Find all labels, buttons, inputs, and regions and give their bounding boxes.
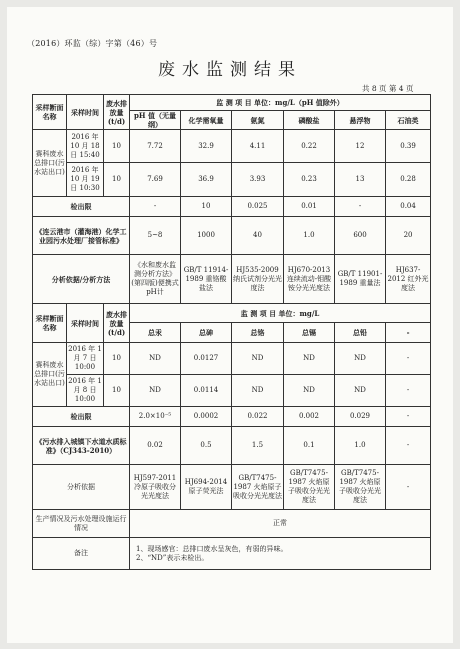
- value-cell: -: [386, 343, 431, 375]
- value-cell: 7.69: [130, 163, 181, 197]
- standard-cell: 0.5: [181, 427, 232, 465]
- standard-cell: 600: [335, 217, 386, 255]
- method-cell: GB/T7475-1987 火焰原子吸收分光光度法: [284, 465, 335, 510]
- value-cell: 13: [335, 163, 386, 197]
- standard-label: 《污水排入城镇下水道水质标准》（CJ343-2010）: [33, 427, 130, 465]
- param-cod: 化学需氧量: [181, 111, 232, 130]
- value-cell: ND: [130, 375, 181, 407]
- value-cell: 12: [335, 130, 386, 163]
- limit-cell: -: [386, 407, 431, 427]
- site-name: 赛科废水总排口(污水站出口): [33, 343, 67, 407]
- standard-cell: 1.0: [335, 427, 386, 465]
- value-cell: 4.11: [232, 130, 284, 163]
- value-cell: 36.9: [181, 163, 232, 197]
- discharge-value: 10: [104, 130, 130, 163]
- standard-cell: 0.02: [130, 427, 181, 465]
- method-label: 分析依据/分析方法: [33, 255, 130, 304]
- param-arsenic: 总砷: [181, 323, 232, 343]
- sample-time: 2016 年 1 月 7 日 10:00: [67, 343, 104, 375]
- value-cell: 0.0114: [181, 375, 232, 407]
- page-counter: 共 8 页 第 4 页: [362, 84, 414, 93]
- header-discharge: 废水排放量(t/d): [104, 95, 130, 130]
- param-phosphate: 磷酸盐: [284, 111, 335, 130]
- limit-cell: 0.002: [284, 407, 335, 427]
- limit-cell: 0.025: [232, 197, 284, 217]
- standard-label: 《连云港市（灌海港）化学工业园污水处理厂接管标准》: [33, 217, 130, 255]
- discharge-value: 10: [104, 375, 130, 407]
- standard-cell: 40: [232, 217, 284, 255]
- limit-cell: 0.022: [232, 407, 284, 427]
- standard-cell: 20: [386, 217, 431, 255]
- limit-cell: 10: [181, 197, 232, 217]
- method-cell: HJ637-2012 红外光度法: [386, 255, 431, 304]
- production-value: 正常: [130, 510, 431, 538]
- standard-cell: 5~8: [130, 217, 181, 255]
- remarks-cell: [130, 538, 431, 570]
- param-empty: -: [386, 323, 431, 343]
- sample-time: 2016 年 1 月 8 日 10:00: [67, 375, 104, 407]
- param-ph: pH 值（无量纲）: [130, 111, 181, 130]
- header-sample-time: 采样时间: [67, 95, 104, 130]
- value-cell: ND: [130, 343, 181, 375]
- limit-cell: 0.01: [284, 197, 335, 217]
- method-cell: -: [386, 465, 431, 510]
- value-cell: ND: [232, 375, 284, 407]
- method-cell: HJ694-2014 原子荧光法: [181, 465, 232, 510]
- standard-cell: 1.5: [232, 427, 284, 465]
- limit-cell: 0.0002: [181, 407, 232, 427]
- method-cell: GB/T7475-1987 火焰原子吸收分光光度法: [232, 465, 284, 510]
- detection-limit-label: 检出限: [33, 407, 130, 427]
- value-cell: ND: [284, 375, 335, 407]
- header-sample-time: 采样时间: [67, 304, 104, 343]
- value-cell: ND: [335, 343, 386, 375]
- param-mercury: 总汞: [130, 323, 181, 343]
- method-cell: HJ597-2011 冷原子吸收分光光度法: [130, 465, 181, 510]
- limit-cell: 2.0×10⁻⁵: [130, 407, 181, 427]
- param-lead: 总铅: [335, 323, 386, 343]
- standard-cell: -: [386, 427, 431, 465]
- limit-cell: 0.029: [335, 407, 386, 427]
- method-cell: GB/T 11901-1989 重量法: [335, 255, 386, 304]
- standard-cell: 0.1: [284, 427, 335, 465]
- remark-line: 2、“ND”表示未检出。: [136, 553, 209, 562]
- remark-line: 1、现场感官：总排口废水呈灰色，有弱的异味。: [136, 544, 288, 553]
- sample-time: 2016 年 10 月 19 日 10:30: [67, 163, 104, 197]
- value-cell: 3.93: [232, 163, 284, 197]
- results-table: [32, 94, 431, 570]
- method-cell: GB/T 11914-1989 重铬酸盐法: [181, 255, 232, 304]
- value-cell: 0.23: [284, 163, 335, 197]
- limit-cell: 0.04: [386, 197, 431, 217]
- method-cell: HJ535-2009 纳氏试剂分光光度法: [232, 255, 284, 304]
- param-chromium: 总铬: [232, 323, 284, 343]
- method-cell: 《水和废水监测分析方法》(第四版)便携式pH计: [130, 255, 181, 304]
- sample-time: 2016 年 10 月 18 日 15:40: [67, 130, 104, 163]
- value-cell: 7.72: [130, 130, 181, 163]
- value-cell: 0.39: [386, 130, 431, 163]
- standard-cell: 1.0: [284, 217, 335, 255]
- value-cell: 0.22: [284, 130, 335, 163]
- detection-limit-label: 检出限: [33, 197, 130, 217]
- site-name: 赛科废水总排口(污水站出口): [33, 130, 67, 197]
- header-discharge: 废水排放量(t/d): [104, 304, 130, 343]
- header-site-name: 采样断面名称: [33, 304, 67, 343]
- value-cell: 0.0127: [181, 343, 232, 375]
- report-number: （2016）环监（综）字第（46）号: [27, 39, 158, 48]
- header-items: 监 测 项 目 单位：mg/L（pH 值除外）: [130, 95, 431, 111]
- param-oil: 石油类: [386, 111, 431, 130]
- standard-cell: 1000: [181, 217, 232, 255]
- discharge-value: 10: [104, 343, 130, 375]
- page-title: 废水监测结果: [158, 60, 302, 80]
- value-cell: ND: [284, 343, 335, 375]
- value-cell: -: [386, 375, 431, 407]
- remarks-label: 备注: [33, 538, 130, 570]
- discharge-value: 10: [104, 163, 130, 197]
- value-cell: 32.9: [181, 130, 232, 163]
- limit-cell: -: [335, 197, 386, 217]
- production-label: 生产情况及污水处理设施运行情况: [33, 510, 130, 538]
- param-ammonia: 氨氮: [232, 111, 284, 130]
- method-label: 分析依据: [33, 465, 130, 510]
- limit-cell: -: [130, 197, 181, 217]
- method-cell: HJ670-2013 连续流动-钼酸铵分光光度法: [284, 255, 335, 304]
- value-cell: 0.28: [386, 163, 431, 197]
- method-cell: GB/T7475-1987 火焰原子吸收分光光度法: [335, 465, 386, 510]
- header-site-name: 采样断面名称: [33, 95, 67, 130]
- header-items: 监 测 项 目 单位：mg/L: [130, 304, 431, 323]
- param-ss: 悬浮物: [335, 111, 386, 130]
- value-cell: ND: [232, 343, 284, 375]
- param-cadmium: 总镉: [284, 323, 335, 343]
- value-cell: ND: [335, 375, 386, 407]
